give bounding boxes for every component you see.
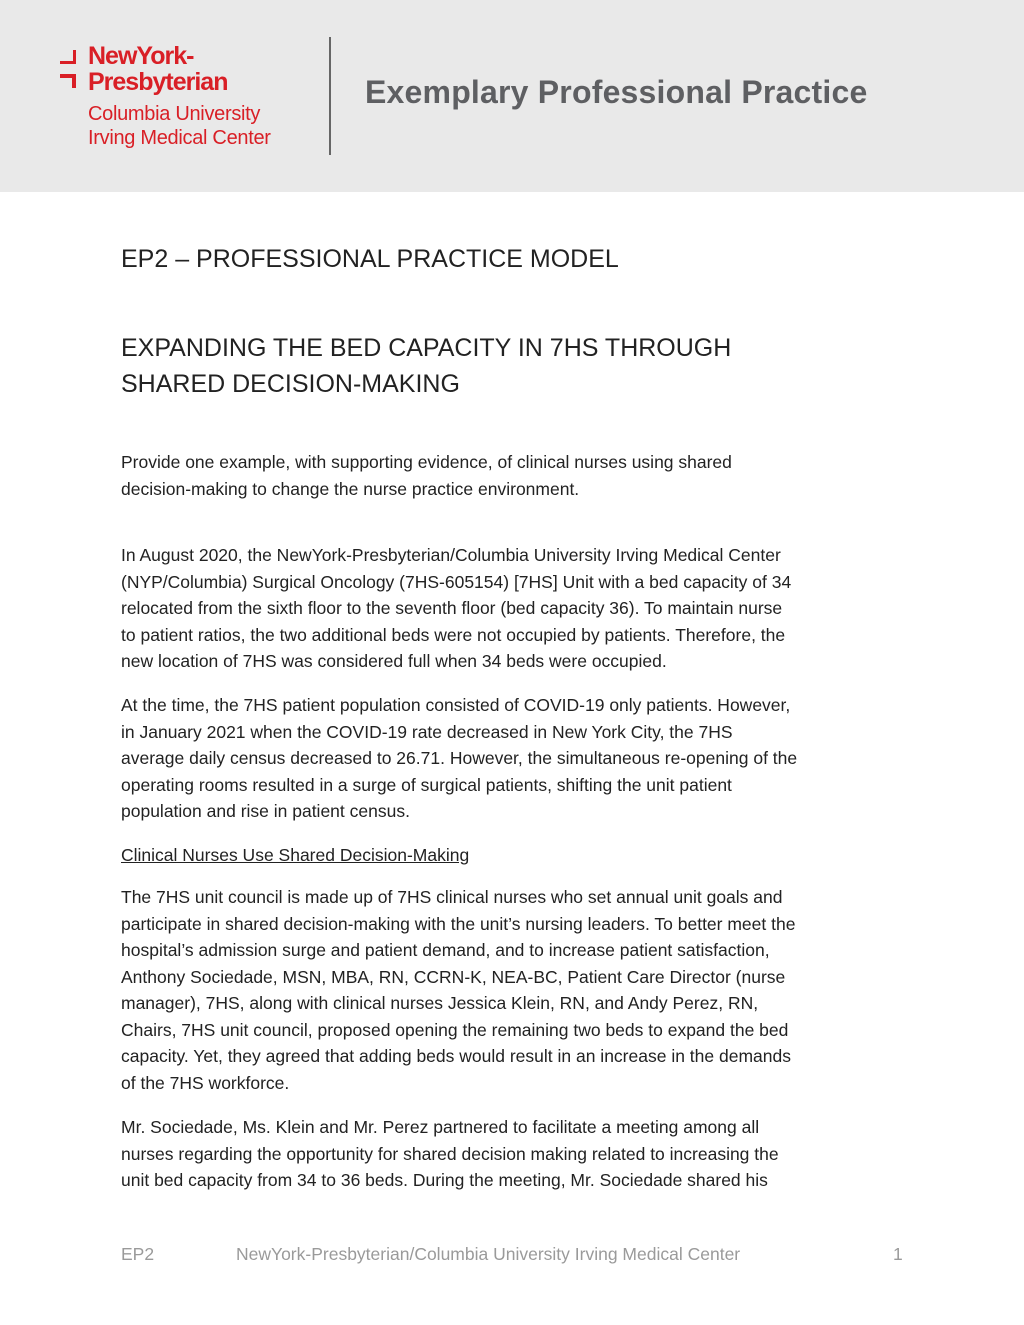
logo-text-irving: Irving Medical Center [88,127,271,149]
footer-page-number: 1 [893,1244,903,1264]
footer-section: EP2 [121,1244,155,1264]
text-line: nurses regarding the opportunity for shared decision making related to increasing the [121,1143,779,1164]
logo-text-columbia: Columbia University [88,103,261,125]
logo-mark-icon [60,46,82,90]
story-title-line: SHARED DECISION-MAKING [121,370,460,398]
text-line: operating rooms resulted in a surge of surgical patients, shifting the unit patient [121,774,732,795]
text-line: Mr. Sociedade, Ms. Klein and Mr. Perez partnered to facilitate a meeting among all [121,1117,760,1137]
text-line: manager), 7HS, along with clinical nurses Jessica Klein, RN, and Andy Perez, RN, [121,993,759,1013]
prompt-paragraph [121,449,732,502]
text-line: participate in shared decision-making with the unit’s nursing leaders. To better meet the [121,913,796,934]
header-divider [329,37,331,155]
nyp-logo [60,42,320,162]
text-line: (NYP/Columbia) Surgical Oncology (7HS-605154) [7HS] Unit with a bed capacity of 34 [121,571,792,592]
paragraph-meeting [121,1114,779,1194]
text-line: In August 2020, the NewYork-Presbyterian/Columbia University Irving Medical Center [121,545,781,565]
text-line: Chairs, 7HS unit council, proposed opening the remaining two beds to expand the bed [121,1019,789,1040]
logo-text-newyork: NewYork- [88,42,194,70]
story-title [121,330,731,402]
text-line: capacity. Yet, they agreed that adding beds would result in an increase in the demands [121,1046,791,1066]
logo-text-presbyterian: Presbyterian [88,68,228,96]
text-line: relocated from the sixth floor to the seventh floor (bed capacity 36). To maintain nurse [121,598,783,618]
footer-organization: NewYork-Presbyterian/Columbia University Irving Medical Center [236,1244,741,1264]
header-title: Exemplary Professional Practice [365,74,868,110]
story-title-line: EXPANDING THE BED CAPACITY IN 7HS THROUGH [121,334,732,362]
text-line: unit bed capacity from 34 to 36 beds. During the meeting, Mr. Sociedade shared his [121,1170,768,1190]
text-line: At the time, the 7HS patient population consisted of COVID-19 only patients. However, [121,695,791,715]
text-line: decision-making to change the nurse practice environment. [121,478,580,499]
section-title: EP2 – PROFESSIONAL PRACTICE MODEL [121,245,619,273]
paragraph-relocation [121,542,791,675]
text-line: population and rise in patient census. [121,801,410,821]
text-line: The 7HS unit council is made up of 7HS clinical nurses who set annual unit goals and [121,887,783,907]
paragraph-covid-census [121,692,797,825]
text-line: to patient ratios, the two additional beds were not occupied by patients. Therefore, the [121,624,786,645]
page-header [0,0,1024,192]
paragraph-unit-council [121,884,795,1096]
subheading: Clinical Nurses Use Shared Decision-Making [121,845,470,865]
text-line: of the 7HS workforce. [121,1072,290,1093]
text-line: Anthony Sociedade, MSN, MBA, RN, CCRN-K, NEA-BC, Patient Care Director (nurse [121,966,786,987]
text-line: new location of 7HS was considered full when 34 beds were occupied. [121,651,667,671]
text-line: in January 2021 when the COVID-19 rate decreased in New York City, the 7HS [121,721,733,742]
text-line: average daily census decreased to 26.71. However, the simultaneous re-opening of the [121,748,798,768]
text-line: Provide one example, with supporting evidence, of clinical nurses using shared [121,452,732,472]
text-line: hospital’s admission surge and patient demand, and to increase patient satisfaction, [121,940,770,960]
